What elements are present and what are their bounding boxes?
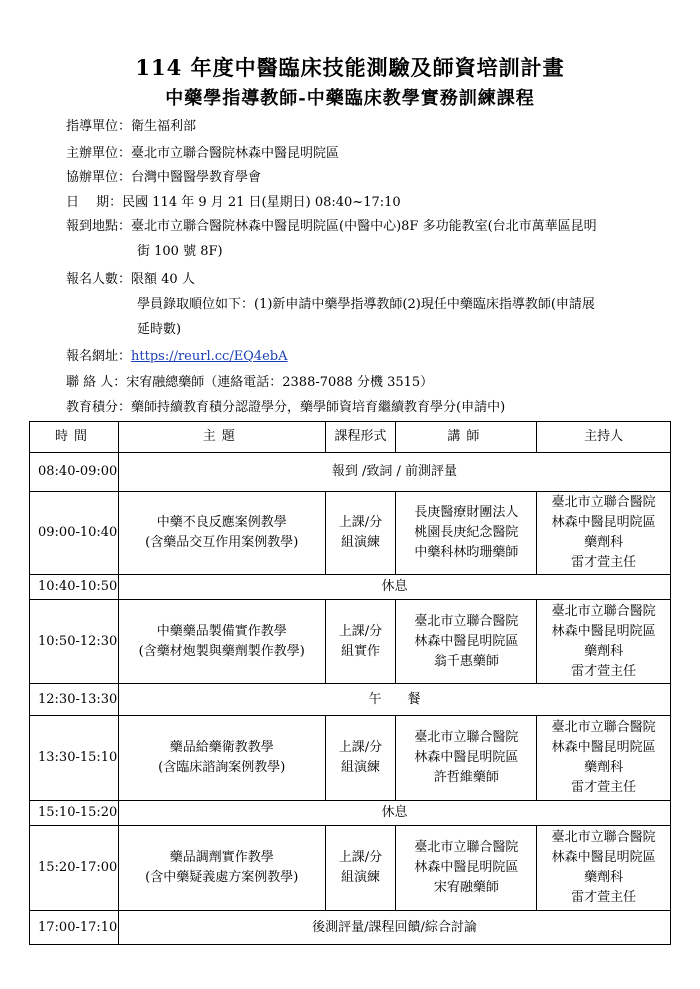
row-speaker: 臺北市立聯合醫院 林森中醫昆明院區 許哲維藥師: [396, 716, 537, 801]
info-host-value: 臺北市立聯合醫院林森中醫昆明院區: [131, 146, 340, 161]
row-span-text: 午 餐: [118, 684, 670, 716]
row-format: 上課/分 組演練: [325, 716, 396, 801]
info-co-value: 台灣中醫醫學教育學會: [131, 170, 262, 185]
row-span-text: 休息: [118, 575, 670, 600]
row-host: 臺北市立聯合醫院 林森中醫昆明院區 藥劑科 雷才萱主任: [537, 716, 671, 801]
row-topic: 藥品調劑實作教學 (含中藥疑義處方案例教學): [118, 826, 325, 911]
row-time: 13:30-15:10: [30, 716, 119, 801]
info-quota-label: 報名人數：: [66, 272, 132, 287]
table-row: [30, 826, 671, 911]
info-priority-line2: 延時數): [137, 322, 182, 337]
info-guide-label: 指導單位：: [66, 119, 132, 134]
row-time: 09:00-10:40: [30, 492, 119, 575]
header-speaker: 講師: [396, 422, 537, 453]
table-header-row: [30, 422, 671, 453]
row-time: 08:40-09:00: [30, 453, 119, 492]
row-format: 上課/分 組演練: [325, 826, 396, 911]
row-span-text: 後測評量/課程回饋/綜合討論: [118, 911, 670, 945]
info-date-label: 日 期：: [66, 195, 123, 210]
row-format: 上課/分 組演練: [325, 492, 396, 575]
info-contact-value: 宋宥融總藥師（連絡電話：2388-7088 分機 3515）: [126, 375, 434, 390]
row-format: 上課/分 組實作: [325, 600, 396, 684]
header-topic: 主題: [118, 422, 325, 453]
info-date: [66, 194, 401, 212]
info-host: [66, 145, 339, 163]
row-speaker: 長庚醫療財團法人 桃園長庚紀念醫院 中藥科林昀珊藥師: [396, 492, 537, 575]
table-row: [30, 801, 671, 826]
row-time: 17:00-17:10: [30, 911, 119, 945]
info-credit-value: 藥師持續教育積分認證學分，藥學師資培育繼續教育學分(申請中): [131, 400, 506, 415]
info-url: [66, 348, 288, 366]
row-topic: 中藥不良反應案例教學 (含藥品交互作用案例教學): [118, 492, 325, 575]
document-title: 114 年度中醫臨床技能測驗及師資培訓計畫: [135, 55, 565, 80]
row-span-text: 報到 /致詞 / 前測評量: [118, 453, 670, 492]
row-speaker: 臺北市立聯合醫院 林森中醫昆明院區 宋宥融藥師: [396, 826, 537, 911]
info-quota-value: 限額 40 人: [131, 272, 195, 287]
row-time: 12:30-13:30: [30, 684, 119, 716]
header-host: 主持人: [537, 422, 671, 453]
row-host: 臺北市立聯合醫院 林森中醫昆明院區 藥劑科 雷才萱主任: [537, 826, 671, 911]
info-priority-line1: 學員錄取順位如下：(1)新申請中藥學指導教師(2)現任中藥臨床指導教師(申請展: [137, 297, 595, 312]
document-subtitle: 中藥學指導教師-中藥臨床教學實務訓練課程: [165, 88, 535, 109]
table-row: [30, 600, 671, 684]
table-row: [30, 492, 671, 575]
row-host: 臺北市立聯合醫院 林森中醫昆明院區 藥劑科 雷才萱主任: [537, 492, 671, 575]
info-credit-label: 教育積分：: [66, 400, 132, 415]
info-venue-line2: 街 100 號 8F): [137, 244, 223, 259]
info-co: [66, 169, 261, 187]
row-speaker: 臺北市立聯合醫院 林森中醫昆明院區 翁千惠藥師: [396, 600, 537, 684]
row-topic: 中藥藥品製備實作教學 (含藥材炮製與藥劑製作教學): [118, 600, 325, 684]
registration-link[interactable]: https://reurl.cc/EQ4ebA: [131, 349, 288, 364]
header-format: 課程形式: [325, 422, 396, 453]
row-host: 臺北市立聯合醫院 林森中醫昆明院區 藥劑科 雷才萱主任: [537, 600, 671, 684]
info-venue-label: 報到地點：: [66, 219, 132, 234]
info-quota: [66, 271, 195, 289]
info-url-label: 報名網址：: [66, 349, 132, 364]
info-venue: [66, 218, 597, 236]
info-venue-value: 臺北市立聯合醫院林森中醫昆明院區(中醫中心)8F 多功能教室(台北市萬華區昆明: [131, 219, 597, 234]
info-guide: [66, 118, 196, 136]
table-row: [30, 716, 671, 801]
row-time: 15:20-17:00: [30, 826, 119, 911]
table-row: [30, 684, 671, 716]
table-row: [30, 453, 671, 492]
row-time: 15:10-15:20: [30, 801, 119, 826]
table-row: [30, 575, 671, 600]
row-span-text: 休息: [118, 801, 670, 826]
row-time: 10:40-10:50: [30, 575, 119, 600]
info-contact: [66, 374, 433, 392]
header-time: 時間: [30, 422, 119, 453]
info-credit: [66, 399, 505, 417]
info-co-label: 協辦單位：: [66, 170, 132, 185]
schedule-table: [29, 421, 671, 945]
info-contact-label: 聯 絡 人：: [66, 375, 127, 390]
info-host-label: 主辦單位：: [66, 146, 132, 161]
row-topic: 藥品給藥衛教教學 (含臨床諮詢案例教學): [118, 716, 325, 801]
info-guide-value: 衛生福利部: [131, 119, 197, 134]
row-time: 10:50-12:30: [30, 600, 119, 684]
info-date-value: 民國 114 年 9 月 21 日(星期日) 08:40~17:10: [122, 195, 401, 210]
table-row: [30, 911, 671, 945]
